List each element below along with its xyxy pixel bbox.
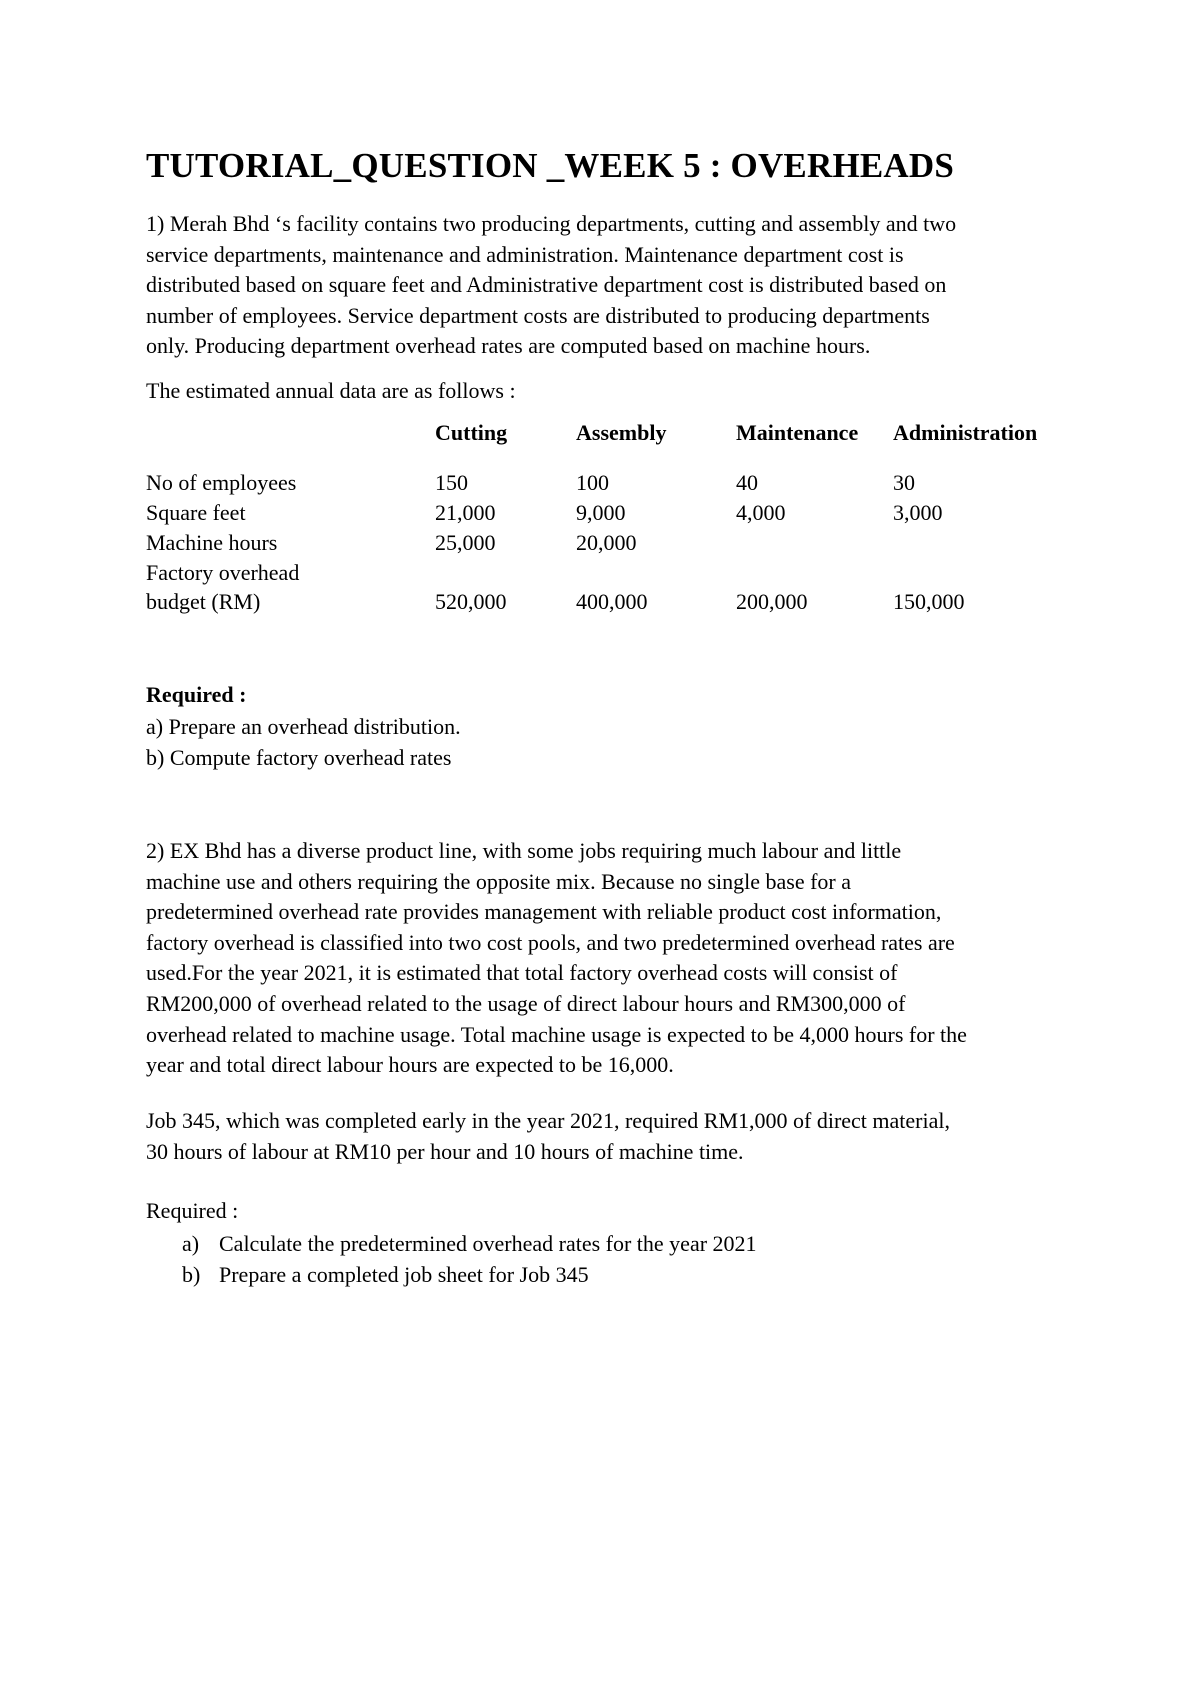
- question-1-line: distributed based on square feet and Administrative department cost is distributed based on: [146, 272, 947, 298]
- table-header-cell: Maintenance: [736, 420, 859, 445]
- question-1-line: number of employees. Service department costs are distributed to producing departments: [146, 302, 930, 328]
- job-345-line: Job 345, which was completed early in the year 2021, required RM1,000 of direct material,: [146, 1108, 950, 1133]
- question-2-line: factory overhead is classified into two cost pools, and two predetermined overhead rates are: [146, 929, 955, 955]
- required-item: a) Prepare an overhead distribution.: [146, 714, 461, 739]
- question-2-line: 2) EX Bhd has a diverse product line, with some jobs requiring much labour and little: [146, 838, 902, 863]
- question-2-line: overhead related to machine usage. Total machine usage is expected to be 4,000 hours for the: [146, 1021, 967, 1047]
- question-2-line: used.For the year 2021, it is estimated that total factory overhead costs will consist of: [146, 960, 898, 986]
- question-1-line: 1) Merah Bhd ‘s facility contains two producing departments, cutting and assembly and two: [146, 211, 957, 236]
- required-item: b) Compute factory overhead rates: [146, 744, 452, 770]
- table-cell: Square feet: [146, 500, 246, 525]
- table-cell: 9,000: [576, 500, 626, 525]
- question-2-line: predetermined overhead rate provides management with reliable product cost information,: [146, 899, 942, 925]
- required-item-text: Prepare a completed job sheet for Job 345: [219, 1261, 589, 1287]
- table-header-cell: Assembly: [576, 420, 667, 445]
- table-cell: 200,000: [736, 589, 808, 614]
- question-2-text: [146, 836, 967, 1081]
- table-cell: 25,000: [435, 530, 496, 555]
- table-cell: Factory overhead: [146, 560, 300, 585]
- table-cell: 21,000: [435, 500, 496, 525]
- table-cell: No of employees: [146, 470, 297, 495]
- table-cell: 100: [576, 470, 609, 495]
- page-title: TUTORIAL_QUESTION _WEEK 5 : OVERHEADS: [146, 146, 955, 185]
- table-cell: 30: [893, 470, 915, 495]
- question-2-line: RM200,000 of overhead related to the usage of direct labour hours and RM300,000 of: [146, 990, 906, 1016]
- table-cell: budget (RM): [146, 589, 261, 614]
- table-cell: Machine hours: [146, 530, 278, 555]
- required-item-text: Calculate the predetermined overhead rates for the year 2021: [219, 1231, 757, 1256]
- table-intro: The estimated annual data are as follows :: [146, 378, 516, 403]
- job-345-text: [146, 1106, 950, 1167]
- list-marker: a): [182, 1231, 200, 1256]
- table-cell: 400,000: [576, 589, 648, 614]
- list-marker: b): [182, 1261, 201, 1287]
- table-cell: 3,000: [893, 500, 943, 525]
- question-1-text: [146, 209, 956, 362]
- question-1-line: only. Producing department overhead rates are computed based on machine hours.: [146, 333, 871, 359]
- table-cell: 150: [435, 470, 468, 495]
- question-1-required-list: [146, 712, 461, 773]
- job-345-line: 30 hours of labour at RM10 per hour and 10 hours of machine time.: [146, 1138, 744, 1164]
- table-cell: 520,000: [435, 589, 507, 614]
- table-cell: 4,000: [736, 500, 786, 525]
- question-2-line: year and total direct labour hours are expected to be 16,000.: [146, 1052, 674, 1078]
- question-2-required-heading: Required :: [146, 1198, 239, 1223]
- question-2-line: machine use and others requiring the opposite mix. Because no single base for a: [146, 868, 852, 894]
- table-cell: 150,000: [893, 589, 965, 614]
- table-cell: 20,000: [576, 530, 637, 555]
- question-1-line: service departments, maintenance and administration. Maintenance department cost is: [146, 241, 904, 267]
- table-header-cell: Administration: [893, 420, 1038, 445]
- table-cell: 40: [736, 470, 758, 495]
- table-header-cell: Cutting: [435, 420, 508, 445]
- question-1-required-heading: Required :: [146, 682, 247, 707]
